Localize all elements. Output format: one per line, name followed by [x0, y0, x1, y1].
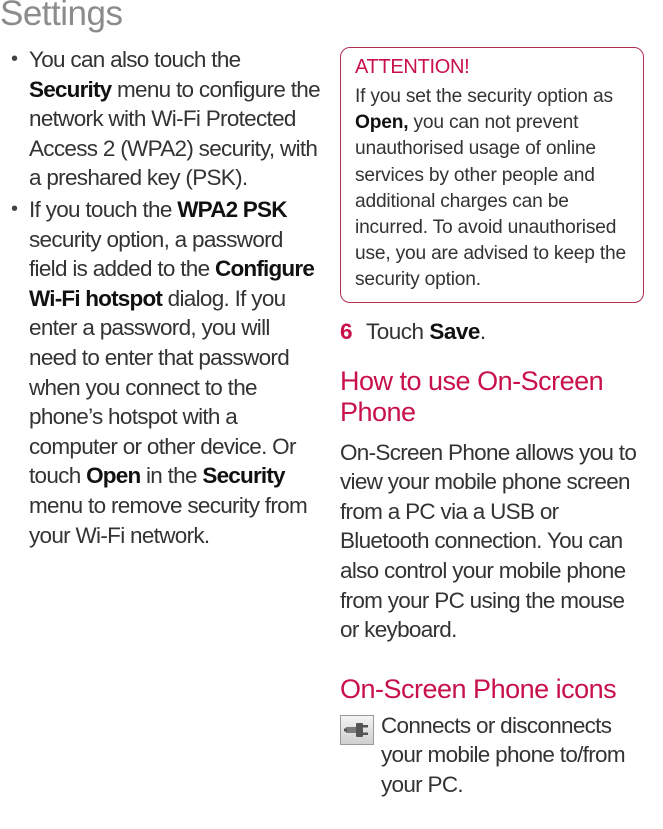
bold-term: WPA2 PSK	[177, 196, 287, 222]
icon-description-row	[340, 711, 645, 800]
bullet-text: security option, a password field is added to the	[29, 226, 283, 282]
section-heading-on-screen-phone: How to use On-Screen Phone	[340, 365, 604, 427]
bullet-text: menu to remove security from your Wi-Fi network.	[29, 492, 307, 548]
step-text: .	[479, 318, 486, 344]
page-title: Settings	[0, 0, 123, 33]
bullet-text: dialog. If you enter a password, you will need to enter that password when you connect to the phone’s hotspot with a computer or other device. Or touch	[29, 285, 296, 489]
right-column	[340, 47, 645, 800]
step-text: Touch	[366, 318, 430, 344]
bold-term: Save	[429, 318, 480, 344]
attention-text: you can not prevent unauthorised usage of online services by other people and additional charges can be incurred. To avoid unauthorised use, you are advised to keep the security option.	[355, 112, 626, 291]
bullet-text: in the	[140, 463, 203, 489]
icon-description: Connects or disconnects your mobile phone to/from your PC.	[381, 712, 625, 797]
bold-term: Security	[202, 463, 285, 489]
bullet-dot: •	[11, 197, 18, 220]
step-6	[340, 319, 645, 345]
step-number: 6	[340, 318, 353, 344]
section-paragraph: On-Screen Phone allows you to view your mobile phone screen from a PC via a USB or Bluetooth connection. You can also control your mobile phone from your PC using the mouse or keyboard.	[340, 439, 637, 643]
section-heading-icons: On-Screen Phone icons	[340, 673, 617, 704]
attention-box	[340, 47, 644, 303]
bullet-item	[8, 195, 320, 550]
attention-body	[355, 84, 633, 294]
bullet-text: menu to configure the network with Wi-Fi Protected Access 2 (WPA2) security, with a preshared key (PSK).	[29, 76, 320, 191]
connect-plug-icon	[340, 715, 374, 745]
bold-term: Open	[86, 463, 141, 489]
bold-term: Configure Wi-Fi hotspot	[29, 256, 315, 311]
bold-term: Security	[29, 76, 112, 102]
bold-term: Open,	[355, 112, 409, 134]
bullet-item	[8, 45, 320, 193]
bullet-dot: •	[11, 48, 18, 70]
bullet-text: You can also touch the	[29, 47, 241, 72]
attention-text: If you set the security option as	[355, 86, 613, 107]
left-column	[8, 45, 320, 552]
attention-heading: ATTENTION!	[355, 56, 470, 78]
bullet-text: If you touch the	[29, 196, 178, 222]
